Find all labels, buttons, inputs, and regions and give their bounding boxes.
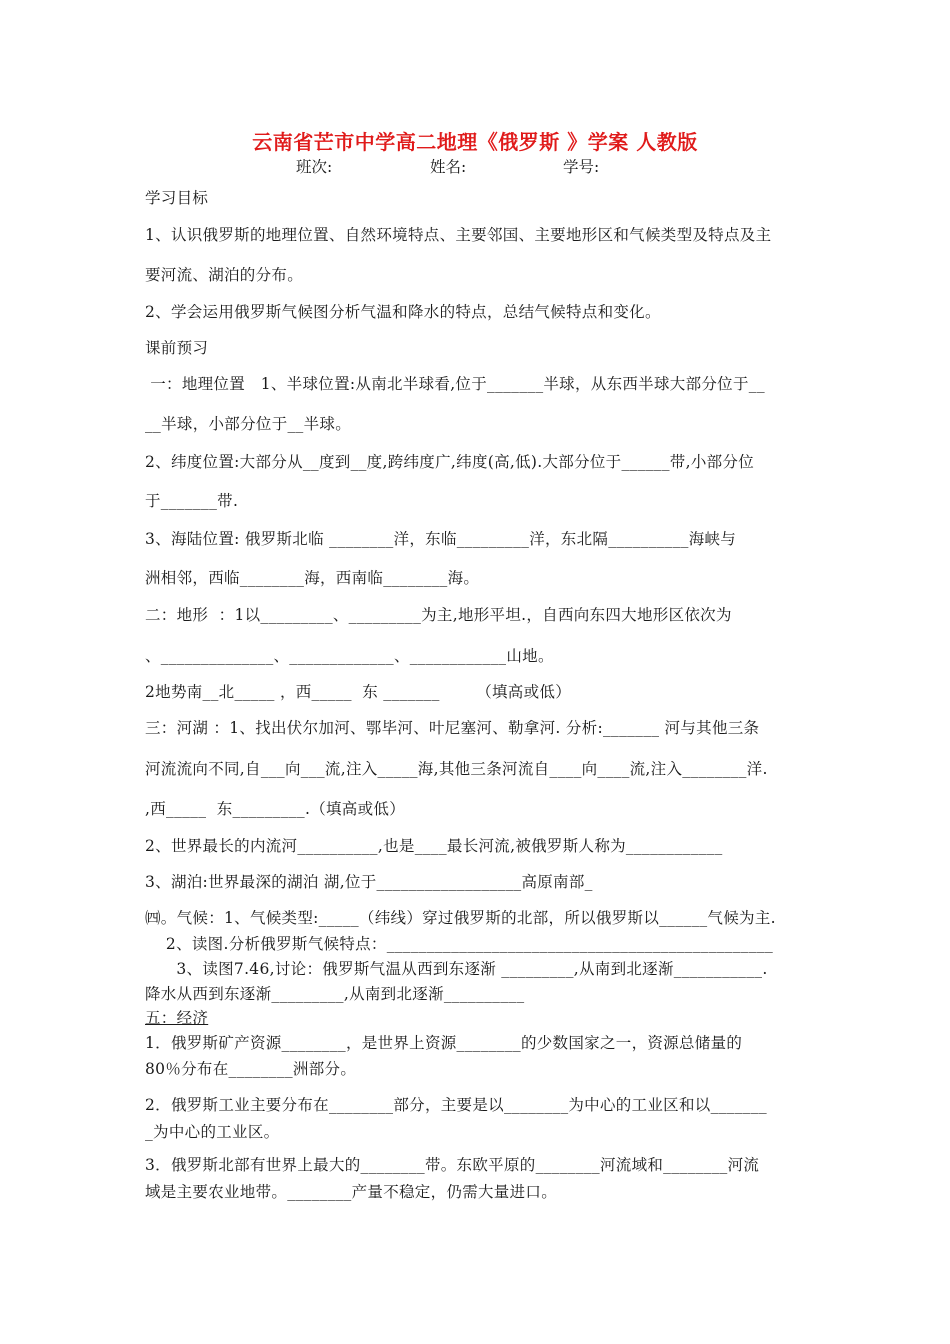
text-line: 一：地理位置 1、半球位置:从南北半球看,位于_______半球，从东西半球大部分位于__: [145, 375, 765, 393]
text-line: 3、湖泊:世界最深的湖泊 湖,位于__________________高原南部_: [145, 873, 593, 891]
text-line: ㈣。气候：1、气候类型:_____（纬线）穿过俄罗斯的北部，所以俄罗斯以______气候为主.: [145, 909, 776, 927]
text-line: ,西_____ 东_________.（填高或低）: [145, 800, 406, 818]
text-line: 二：地形 ：1以_________、_________为主,地形平坦.，自西向东四大地形区依次为: [145, 606, 732, 624]
text-line: 降水从西到东逐渐_________,从南到北逐渐__________: [145, 985, 525, 1003]
text-line: 洲相邻，西临________海，西南临________海。: [145, 569, 480, 587]
text-line: 3、海陆位置: 俄罗斯北临 ________洋，东临_________洋，东北隔__________海峡与: [145, 530, 737, 548]
text-line: 2、学会运用俄罗斯气候图分析气温和降水的特点，总结气候特点和变化。: [145, 303, 661, 321]
class-label: 班次:: [296, 158, 333, 176]
text-line: __半球，小部分位于__半球。: [145, 415, 352, 433]
text-line: 于_______带.: [145, 492, 239, 510]
section-heading-goals: 学习目标: [145, 189, 209, 207]
text-line: 2、读图.分析俄罗斯气候特点：________________________________________________: [145, 935, 774, 953]
text-line: 1．俄罗斯矿产资源________，是世界上资源________的少数国家之一，资源总储量的: [145, 1034, 743, 1052]
text-line: 域是主要农业地带。________产量不稳定，仍需大量进口。: [145, 1183, 558, 1201]
page-title: 云南省芒市中学高二地理《俄罗斯 》学案 人教版: [252, 130, 698, 154]
text-line: 3．俄罗斯北部有世界上最大的________带。东欧平原的________河流域和________河流: [145, 1156, 760, 1174]
text-line: 80％分布在________洲部分。: [145, 1060, 357, 1078]
text-line: 要河流、湖泊的分布。: [145, 266, 304, 284]
text-line: 1、认识俄罗斯的地理位置、自然环境特点、主要邻国、主要地形区和气候类型及特点及主: [145, 226, 772, 244]
student-id-label: 学号:: [563, 158, 600, 176]
section-heading-preview: 课前预习: [145, 339, 209, 357]
text-line: 2．俄罗斯工业主要分布在________部分，主要是以________为中心的工业区和以_______: [145, 1096, 767, 1114]
name-label: 姓名:: [430, 158, 467, 176]
text-line: 河流流向不同,自___向___流,注入_____海,其他三条河流自____向____流,注入________洋.: [145, 760, 768, 778]
text-line: 、______________、_____________、____________山地。: [145, 647, 554, 665]
text-line: 2、世界最长的内流河__________,也是____最长河流,被俄罗斯人称为____________: [145, 837, 723, 855]
text-line: 2、纬度位置:大部分从__度到__度,跨纬度广,纬度(高,低).大部分位于______带,小部分位: [145, 453, 755, 471]
text-line: 三：河湖 ：1、找出伏尔加河、鄂毕河、叶尼塞河、勒拿河. 分析:_______ 河与其他三条: [145, 719, 760, 737]
text-line: _为中心的工业区。: [145, 1123, 280, 1141]
text-line: 2地势南__北_____ ，西_____ 东 _______ （填高或低）: [145, 683, 572, 701]
section-heading-economy: 五：经济: [145, 1009, 209, 1027]
text-line: 3、读图7.46,讨论：俄罗斯气温从西到东逐渐 _________,从南到北逐渐___________.: [145, 960, 768, 978]
